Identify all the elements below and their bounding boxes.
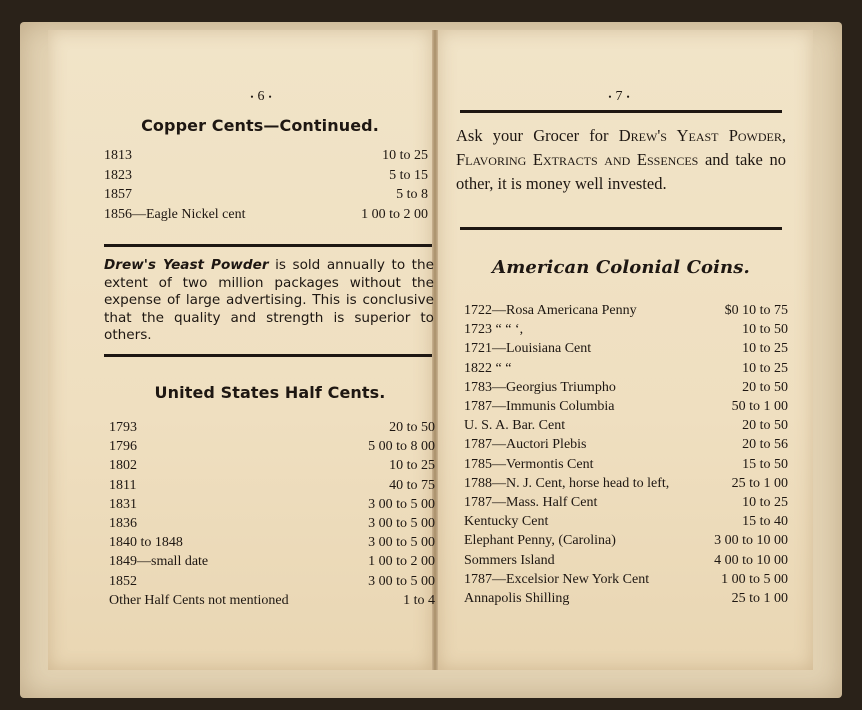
ad-text: is sold annually to the extent of two million packages without the expense of large advertising. This is conclusive that the quality and strength is superior to others. bbox=[104, 257, 434, 343]
row-label: 1856—Eagle Nickel cent bbox=[104, 206, 246, 222]
row-value: 3 00 to 5 00 bbox=[368, 573, 435, 589]
grocer-ad-products: Drew's Yeast Powder, Flavoring Extracts and Essences bbox=[456, 126, 787, 169]
colonial-coin-row bbox=[464, 533, 788, 551]
row-label: U. S. A. Bar. Cent bbox=[464, 418, 566, 434]
row-value: 1 00 to 5 00 bbox=[721, 571, 788, 587]
divider-rule bbox=[460, 110, 782, 113]
row-value: 10 to 25 bbox=[382, 148, 428, 163]
divider-rule bbox=[460, 227, 782, 230]
colonial-coin-row bbox=[464, 341, 788, 359]
row-label: Annapolis Shilling bbox=[464, 591, 570, 606]
row-value: 3 00 to 5 00 bbox=[368, 516, 435, 531]
colonial-coin-row bbox=[464, 303, 788, 321]
row-label: 1723 “ “ ‘, bbox=[464, 322, 524, 338]
drews-ad-paragraph bbox=[104, 257, 434, 345]
colonial-coin-row bbox=[464, 572, 788, 590]
row-value: 5 to 8 bbox=[396, 187, 428, 202]
row-value: 50 to 1 00 bbox=[731, 399, 788, 414]
copper-cent-row bbox=[104, 207, 428, 225]
row-value: 40 to 75 bbox=[389, 477, 435, 493]
row-value: 3 00 to 5 00 bbox=[368, 496, 435, 512]
copper-cent-row bbox=[104, 168, 428, 186]
row-label: 1787—Mass. Half Cent bbox=[464, 495, 598, 510]
grocer-ad-pre: Ask your Grocer for bbox=[456, 126, 619, 145]
row-label: 1811 bbox=[109, 477, 137, 493]
row-label: 1813 bbox=[104, 148, 132, 163]
colonial-coin-row bbox=[464, 361, 788, 379]
row-label: 1783—Georgius Triumpho bbox=[464, 379, 616, 395]
row-value: 15 to 40 bbox=[742, 514, 788, 530]
row-value: 5 00 to 8 00 bbox=[368, 439, 435, 455]
row-label: 1849—small date bbox=[109, 554, 209, 570]
row-label: Other Half Cents not mentioned bbox=[109, 592, 289, 608]
row-label: 1787—Auctori Plebis bbox=[464, 437, 587, 453]
row-value: $0 10 to 75 bbox=[724, 303, 788, 318]
colonial-coin-row bbox=[464, 437, 788, 455]
colonial-coins-heading: American Colonial Coins. bbox=[492, 257, 750, 278]
row-label: 1788—N. J. Cent, horse head to left, bbox=[464, 475, 670, 491]
row-label: Sommers Island bbox=[464, 552, 555, 568]
row-value: 10 to 25 bbox=[742, 360, 788, 376]
half-cent-row bbox=[109, 420, 435, 438]
copper-cent-row bbox=[104, 187, 428, 205]
row-value: 25 to 1 00 bbox=[731, 475, 788, 491]
colonial-coin-row bbox=[464, 380, 788, 398]
page-number-6: • 6 • bbox=[221, 89, 301, 105]
half-cent-row bbox=[109, 458, 435, 476]
row-value: 10 to 50 bbox=[742, 322, 788, 338]
row-label: 1831 bbox=[109, 496, 137, 512]
row-value: 1 00 to 2 00 bbox=[361, 206, 428, 222]
row-value: 10 to 25 bbox=[742, 495, 788, 510]
copper-cents-heading: Copper Cents—Continued. bbox=[141, 116, 379, 135]
divider-rule bbox=[104, 244, 432, 247]
row-label: Elephant Penny, (Carolina) bbox=[464, 533, 616, 549]
row-value: 1 00 to 2 00 bbox=[368, 554, 435, 570]
half-cent-row bbox=[109, 439, 435, 457]
row-value: 4 00 to 10 00 bbox=[714, 552, 788, 568]
row-value: 5 to 15 bbox=[389, 167, 428, 183]
colonial-coin-row bbox=[464, 418, 788, 436]
row-value: 10 to 25 bbox=[389, 458, 435, 474]
half-cent-row bbox=[109, 535, 435, 553]
row-value: 20 to 50 bbox=[389, 420, 435, 435]
half-cent-row bbox=[109, 574, 435, 592]
half-cent-row bbox=[109, 478, 435, 496]
half-cent-row bbox=[109, 516, 435, 534]
half-cent-row bbox=[109, 497, 435, 515]
row-value: 3 00 to 10 00 bbox=[714, 533, 788, 549]
colonial-coin-row bbox=[464, 591, 788, 609]
half-cents-heading: United States Half Cents. bbox=[154, 383, 386, 402]
row-value: 25 to 1 00 bbox=[731, 591, 788, 606]
ad-brand: Drew's Yeast Powder bbox=[104, 257, 269, 273]
row-label: 1857 bbox=[104, 187, 132, 202]
page-number-7: • 7 • bbox=[579, 89, 659, 105]
row-label: 1852 bbox=[109, 573, 137, 589]
row-label: 1836 bbox=[109, 516, 137, 531]
row-value: 10 to 25 bbox=[742, 341, 788, 357]
row-label: 1822 “ “ bbox=[464, 360, 512, 376]
row-label: 1787—Immunis Columbia bbox=[464, 399, 615, 414]
row-label: 1721—Louisiana Cent bbox=[464, 341, 592, 357]
colonial-coin-row bbox=[464, 322, 788, 340]
colonial-coin-row bbox=[464, 553, 788, 571]
row-label: 1787—Excelsior New York Cent bbox=[464, 571, 650, 587]
row-value: 20 to 50 bbox=[742, 418, 788, 434]
row-value: 20 to 56 bbox=[742, 437, 788, 453]
row-label: 1796 bbox=[109, 439, 137, 455]
colonial-coin-row bbox=[464, 476, 788, 494]
row-value: 15 to 50 bbox=[742, 456, 788, 472]
row-value: 1 to 4 bbox=[403, 592, 435, 608]
row-value: 20 to 50 bbox=[742, 379, 788, 395]
colonial-coin-row bbox=[464, 495, 788, 513]
copper-cent-row bbox=[104, 148, 428, 166]
row-label: Kentucky Cent bbox=[464, 514, 549, 530]
grocer-ad-paragraph bbox=[456, 124, 786, 196]
row-label: 1793 bbox=[109, 420, 137, 435]
row-value: 3 00 to 5 00 bbox=[368, 535, 435, 551]
row-label: 1823 bbox=[104, 167, 132, 183]
colonial-coin-row bbox=[464, 457, 788, 475]
colonial-coin-row bbox=[464, 514, 788, 532]
row-label: 1802 bbox=[109, 458, 137, 474]
grocer-ad-post: and take no other, it is money well invested. bbox=[456, 150, 786, 193]
row-label: 1840 to 1848 bbox=[109, 535, 183, 551]
row-label: 1785—Vermontis Cent bbox=[464, 456, 594, 472]
row-label: 1722—Rosa Americana Penny bbox=[464, 303, 637, 318]
half-cent-row bbox=[109, 554, 435, 572]
half-cent-row bbox=[109, 593, 435, 611]
colonial-coin-row bbox=[464, 399, 788, 417]
divider-rule bbox=[104, 354, 432, 357]
